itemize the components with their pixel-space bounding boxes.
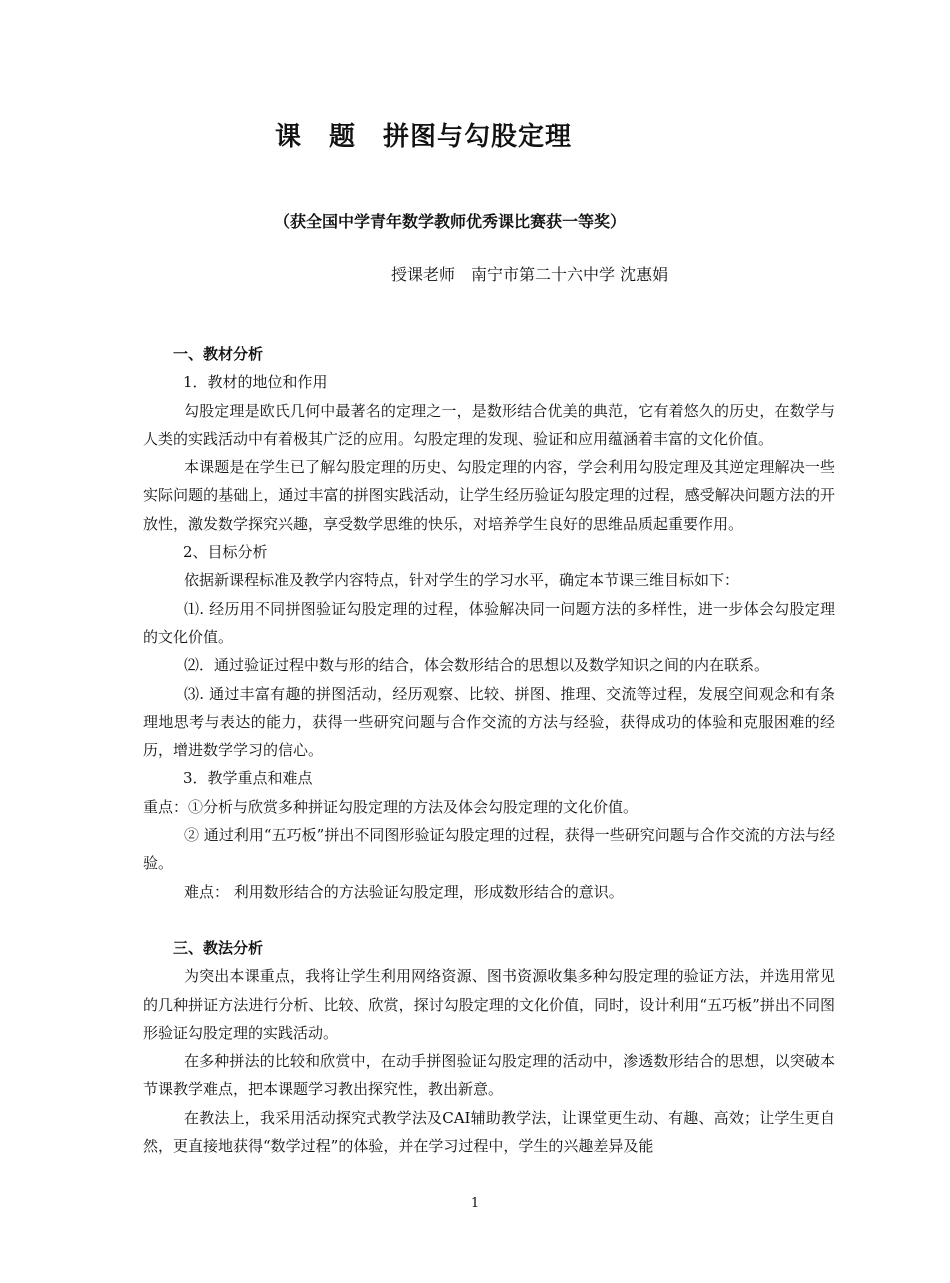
paragraph: 在多种拼法的比较和欣赏中，在动手拼图验证勾股定理的活动中，渗透数形结合的思想，以突破本节课教学难点，把本课题学习教出探究性，教出新意。 [143, 1052, 835, 1099]
paragraph: 本课题是在学生已了解勾股定理的历史、勾股定理的内容，学会利用勾股定理及其逆定理解决一些实际问题的基础上，通过丰富的拼图实践活动，让学生经历验证勾股定理的过程，感受解决问题方法的开放性，激发数学探究兴趣，享受数学思维的快乐，对培养学生良好的思维品质起重要作用。 [143, 458, 835, 533]
key-point: ② 通过利用“五巧板”拼出不同图形验证勾股定理的过程，获得一些研究问题与合作交流的方法与经验。 [143, 826, 835, 873]
subheading-key-difficult-points: 3．教学重点和难点 [183, 769, 313, 788]
section-heading-textbook-analysis: 一、教材分析 [173, 345, 264, 363]
spacer [143, 906, 835, 934]
difficulty-point: 难点： 利用数形结合的方法验证勾股定理，形成数形结合的意识。 [184, 882, 624, 901]
document-body [143, 340, 835, 1160]
paragraph: 在教法上，我采用活动探究式教学法及CAI辅助教学法，让课堂更生动、有趣、高效；让学生更自然，更直接地获得“数学过程”的体验，并在学习过程中，学生的兴趣差异及能 [143, 1108, 835, 1156]
subheading-goal-analysis: 2、目标分析 [183, 543, 268, 562]
goal-item: ⑴. 经历用不同拼图验证勾股定理的过程，体验解决同一问题方法的多样性，进一步体会勾股定理的文化价值。 [143, 599, 835, 646]
subheading-position-role: 1．教材的地位和作用 [183, 373, 328, 392]
page-number: 1 [470, 1196, 480, 1211]
key-point: 重点：①分析与欣赏多种拼证勾股定理的方法及体会勾股定理的文化价值。 [143, 797, 639, 816]
goal-item: ⑶. 通过丰富有趣的拼图活动，经历观察、比较、拼图、推理、交流等过程，发展空间观念和有条理地思考与表达的能力，获得一些研究问题与合作交流的方法与经验，获得成功的体验和克服困难的经历，增进数学学习的信心。 [143, 684, 835, 760]
document-title: 课 题 拼图与勾股定理 [275, 122, 573, 152]
author-line: 授课老师 南宁市第二十六中学 沈惠娟 [391, 265, 669, 284]
section-heading-teaching-method: 三、教法分析 [173, 938, 264, 957]
paragraph: 勾股定理是欧氏几何中最著名的定理之一，是数形结合优美的典范，它有着悠久的历史，在数学与人类的实践活动中有着极其广泛的应用。勾股定理的发现、验证和应用蕴涵着丰富的文化价值。 [143, 401, 835, 448]
award-subtitle: （获全国中学青年数学教师优秀课比赛获一等奖） [274, 212, 627, 231]
goal-item: ⑵．通过验证过程中数与形的结合，体会数形结合的思想以及数学知识之间的内在联系。 [184, 656, 770, 675]
paragraph: 为突出本课重点，我将让学生利用网络资源、图书资源收集多种勾股定理的验证方法，并选用常见的几种拼证方法进行分析、比较、欣赏，探讨勾股定理的文化价值，同时，设计利用“五巧板”拼出不同图形验证勾股定理的实践活动。 [143, 967, 835, 1042]
paragraph: 依据新课程标准及教学内容特点，针对学生的学习水平，确定本节课三维目标如下： [184, 571, 740, 590]
